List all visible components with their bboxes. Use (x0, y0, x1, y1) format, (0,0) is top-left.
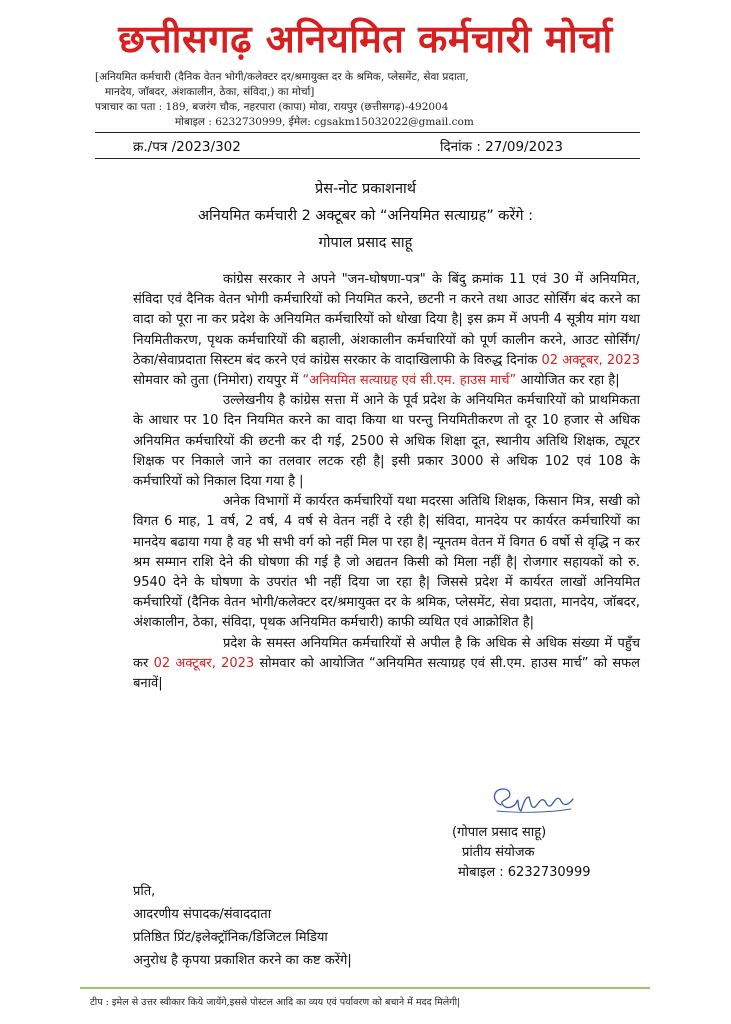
postal-address: पत्राचार का पता : 189, बजरंग चौक, नहरपारा (कापा) मोवा, रायपुर (छत्तीसगढ़)-492004 (95, 101, 449, 113)
recipient-block (133, 880, 352, 972)
handwritten-signature (487, 783, 577, 819)
signatory-mobile: मोबाइल : 6232730999 (458, 865, 591, 880)
subtitle-line-2: मानदेय, जॉबदर, अंशकालीन, ठेका, संविदा,) का मोर्चा] (105, 86, 315, 98)
appeal-event-date: 02 अक्टूबर, 2023 (153, 655, 255, 671)
recipient-line-1: आदरणीय संपादक/संवाददाता (133, 907, 272, 922)
organization-title: छत्तीसगढ़ अनियमित कर्मचारी मोर्चा (118, 17, 613, 61)
footer-note: टीप : इमेल से उत्तर स्वीकार किये जायेंगे,इससे पोस्टल आदि का व्यय एवं पर्यावरण को बचाने में मदद मिलेगी| (90, 997, 461, 1008)
subtitle-line-1: [अनियमित कर्मचारी (दैनिक वेतन भोगी/कलेक्टर दर/श्रमायुक्त दर के श्रमिक, प्लेसमेंट, सेवा प्रदाता, (95, 71, 469, 83)
paragraph-3: अनेक विभागों में कार्यरत कर्मचारियों यथा मदरसा अतिथि शिक्षक, किसान मित्र, सखी को विगत 6 माह, 1 वर्ष, 2 वर्ष, 4 वर्ष से वेतन नहीं दे रही है| संविदा, मानदेय पर कार्यरत कर्मचारियों का मानदेय बढाया गया है वह भी सभी वर्ग को नहीं मिल पा रहा है| न्यूनतम वेतन में विगत 6 वर्षो से वृद्धि न कर श्रम सम्मान राशि देने की घोषणा की गई है जो अद्यतन किसी को मिला नहीं है| रोजगार सहायकों को रु. 9540 देने के घोषणा के उपरांत भी नहीं दिया जा रहा है| जिससे प्रदेश में कार्यरत लाखों अनियमित कर्मचारियों (दैनिक वेतन भोगी/कलेक्टर दर/श्रमायुक्त दर के श्रमिक, प्लेसमेंट, सेवा प्रदाता, मानदेय, जॉबदर, अंशकालीन, ठेका, संविदा, पृथक अनियमित कर्मचारी) काफी व्यथित एवं आक्रोशित है| (133, 494, 640, 631)
header-divider (95, 132, 640, 133)
paragraph-4: प्रदेश के समस्त अनियमित कर्मचारियों से अपील है कि अधिक से अधिक संख्या में पहुँच कर 02 अक्टूबर, 2023 सोमवार को आयोजित “अनियमित सत्याग्रह एवं सी.एम. हाउस मार्च” को सफल बनावें| (133, 635, 640, 692)
event-date: 02 अक्टूबर, 2023 (541, 352, 640, 368)
recipient-line-3: अनुरोध है कृपया प्रकाशित करने का कष्ट करेंगे| (133, 953, 352, 968)
letterhead-details (95, 70, 655, 130)
press-note-label: प्रेस-नोट प्रकाशनार्थ (314, 181, 417, 197)
contact-info: मोबाइल : 6232730999, ईमेल: cgsakm15032022@gmail.com (175, 116, 474, 128)
reference-divider (95, 158, 640, 159)
headline-author: गोपाल प्रसाद साहू (318, 235, 413, 251)
headline: अनियमित कर्मचारी 2 अक्टूबर को “अनियमित सत्याग्रह” करेंगे : (197, 208, 534, 224)
recipient-line-2: प्रतिष्ठित प्रिंट/इलेक्ट्रॉनिक/डिजिटल मिडिया (133, 930, 328, 945)
event-name: “अनियमित सत्याग्रह एवं सी.एम. हाउस मार्च” (302, 373, 517, 389)
recipient-to: प्रति, (133, 884, 156, 899)
paragraph-1: कांग्रेस सरकार ने अपने "जन-घोषणा-पत्र" के बिंदु क्रमांक 11 एवं 30 में अनियमित, संविदा एवं दैनिक वेतन भोगी कर्मचारियों को नियमित करने, छटनी न करने तथा आउट सोर्सिंग बंद करने का वादा को पूरा ना कर प्रदेश के अनियमित कर्मचारियों को धोखा दिया है| इस क्रम में अपनी 4 सूत्रीय मांग यथा नियमितीकरण, पृथक कर्मचारियों की बहाली, अंशकालीन कर्मचारियों को पूर्ण कालीन करने, आउट सोर्सिंग/ठेका/सेवाप्रदाता सिस्टम बंद करने एवं कांग्रेस सरकार के वादाखिलाफी के विरुद्ध दिनांक 02 अक्टूबर, 2023 सोमवार को तुता (निमोरा) रायपुर में “अनियमित सत्याग्रह एवं सी.एम. हाउस मार्च” आयोजित कर रहा है| (133, 272, 640, 389)
paragraph-2: उल्लेखनीय है कांग्रेस सत्ता में आने के पूर्व प्रदेश के अनियमित कर्मचारियों को प्राथमिकता के आधार पर 10 दिन नियमित करने का वादा किया था परन्तु नियमितीकरण तो दूर 10 हजार से अधिक अनियमित कर्मचारियों की छटनी कर दी गई, 2500 से अधिक शिक्षा दूत, स्थानीय अतिथि शिक्षक, ट्यूटर शिक्षक पर निकाले जाने का तलवार लटक रही है| इसी प्रकार 3000 से अधिक 102 एवं 108 के कर्मचारियों को निकाल दिया गया है | (133, 393, 640, 490)
press-note-body (133, 270, 640, 694)
reference-number: क्र./पत्र /2023/302 (133, 139, 241, 155)
signatory-title: प्रांतीय संयोजक (462, 845, 535, 860)
letter-date: दिनांक : 27/09/2023 (440, 139, 563, 155)
signatory-name: (गोपाल प्रसाद साहू) (452, 825, 547, 840)
footer-divider (80, 987, 650, 989)
signature-block (440, 823, 640, 883)
